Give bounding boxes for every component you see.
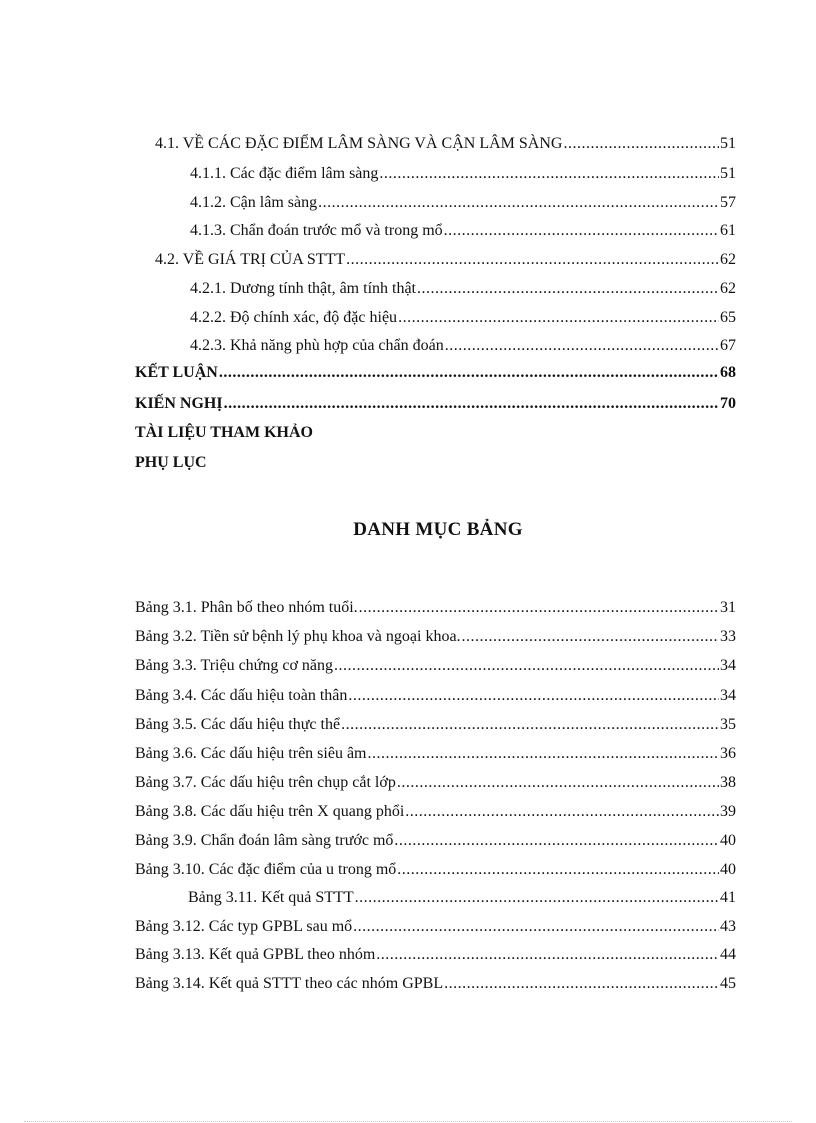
dot-leader [445,336,719,356]
table-entry[interactable] [135,686,736,706]
table-entry-page: 35 [720,716,736,733]
toc-entry-page: 57 [720,194,736,211]
table-entry-label: Bảng 3.12. Các typ GPBL sau mổ [135,918,353,935]
list-of-tables-heading: DANH MỤC BẢNG [353,519,523,540]
toc-entry-label: 4.2. VỀ GIÁ TRỊ CỦA STTT [155,251,346,268]
table-entry-page: 33 [720,628,736,645]
dot-leader [355,888,719,908]
toc-entry-page: 68 [720,364,736,381]
table-entry-page: 43 [720,918,736,935]
toc-entry-label: 4.2.2. Độ chính xác, độ đặc hiệu [190,309,398,326]
toc-entry-label[interactable]: PHỤ LỤC [135,454,207,471]
table-entry-label: Bảng 3.2. Tiền sử bệnh lý phụ khoa và ngoại khoa. [135,628,461,645]
table-entry[interactable] [135,860,736,880]
table-entry[interactable] [135,831,736,851]
toc-entry[interactable] [190,164,736,184]
toc-entry[interactable] [135,394,736,414]
table-entry[interactable] [135,945,736,965]
toc-entry[interactable] [135,363,736,383]
table-entry-page: 41 [720,889,736,906]
dot-leader [353,917,719,937]
toc-entry-page: 62 [720,280,736,297]
table-entry-page: 31 [720,599,736,616]
toc-entry[interactable] [155,250,736,270]
dot-leader [346,250,719,270]
table-entry-label: Bảng 3.7. Các dấu hiệu trên chụp cắt lớp [135,774,396,791]
table-entry-page: 40 [720,832,736,849]
dot-leader [379,164,719,184]
dot-leader [334,656,719,676]
table-entry-label: Bảng 3.9. Chẩn đoán lâm sàng trước mổ [135,832,394,849]
table-entry-page: 44 [720,946,736,963]
toc-entry-page: 51 [720,135,736,152]
table-entry[interactable] [188,888,736,908]
toc-entry-page: 67 [720,337,736,354]
toc-entry[interactable] [190,279,736,299]
dot-leader [462,627,719,647]
table-entry-label: Bảng 3.4. Các dấu hiệu toàn thân [135,687,348,704]
table-entry[interactable] [135,598,736,618]
dot-leader [219,363,719,383]
table-entry[interactable] [135,627,736,647]
toc-entry-page: 70 [720,395,736,412]
table-entry-label: Bảng 3.11. Kết quả STTT [188,889,354,906]
dot-leader [341,715,719,735]
table-entry[interactable] [135,974,736,994]
toc-entry-label: 4.1.2. Cận lâm sàng [190,194,318,211]
toc-entry[interactable] [190,336,736,356]
dot-leader [444,221,719,241]
toc-entry-label: 4.2.1. Dương tính thật, âm tính thật [190,280,416,297]
dot-leader [224,394,719,414]
dot-leader [376,945,719,965]
table-entry[interactable] [135,917,736,937]
dot-leader [398,308,719,328]
table-entry-label: Bảng 3.3. Triệu chứng cơ năng [135,657,334,674]
table-entry-label: Bảng 3.8. Các dấu hiệu trên X quang phổi [135,803,405,820]
table-entry[interactable] [135,744,736,764]
dot-leader [318,193,719,213]
table-entry-label: Bảng 3.10. Các đặc điểm của u trong mổ [135,861,397,878]
toc-entry-page: 61 [720,222,736,239]
page-bottom-divider [24,1121,792,1122]
dot-leader [397,860,719,880]
dot-leader [359,598,719,618]
toc-entry[interactable] [190,308,736,328]
dot-leader [444,974,719,994]
table-entry-page: 36 [720,745,736,762]
table-entry-page: 38 [720,774,736,791]
table-entry-page: 40 [720,861,736,878]
toc-entry[interactable] [190,221,736,241]
table-entry-label: Bảng 3.1. Phân bố theo nhóm tuổi. [135,599,358,616]
toc-entry[interactable] [190,193,736,213]
dot-leader [394,831,719,851]
table-entry[interactable] [135,773,736,793]
toc-entry-label: 4.1. VỀ CÁC ĐẶC ĐIỂM LÂM SÀNG VÀ CẬN LÂM SÀNG [155,135,563,152]
dot-leader [397,773,719,793]
toc-entry-page: 51 [720,165,736,182]
table-entry-label: Bảng 3.5. Các dấu hiệu thực thể [135,716,341,733]
toc-entry-label: KẾT LUẬN [135,364,218,381]
toc-entry-page: 62 [720,251,736,268]
table-entry-page: 34 [720,657,736,674]
table-entry-label: Bảng 3.13. Kết quả GPBL theo nhóm [135,946,376,963]
toc-entry-label[interactable]: TÀI LIỆU THAM KHẢO [135,424,313,441]
table-entry-label: Bảng 3.14. Kết quả STTT theo các nhóm GPBL [135,975,444,992]
table-entry[interactable] [135,656,736,676]
table-entry-page: 34 [720,687,736,704]
table-entry[interactable] [135,802,736,822]
table-entry[interactable] [135,715,736,735]
toc-entry-label: 4.2.3. Khả năng phù hợp của chẩn đoán [190,337,444,354]
toc-entry-label: KIẾN NGHỊ [135,395,223,412]
toc-entry-label: 4.1.3. Chẩn đoán trước mổ và trong mổ [190,222,443,239]
table-entry-page: 45 [720,975,736,992]
table-entry-label: Bảng 3.6. Các dấu hiệu trên siêu âm [135,745,367,762]
dot-leader [417,279,719,299]
dot-leader [368,744,720,764]
dot-leader [563,134,719,154]
dot-leader [405,802,719,822]
dot-leader [348,686,719,706]
toc-entry[interactable] [155,134,736,154]
toc-entry-label: 4.1.1. Các đặc điểm lâm sàng [190,165,379,182]
toc-entry-page: 65 [720,309,736,326]
table-entry-page: 39 [720,803,736,820]
